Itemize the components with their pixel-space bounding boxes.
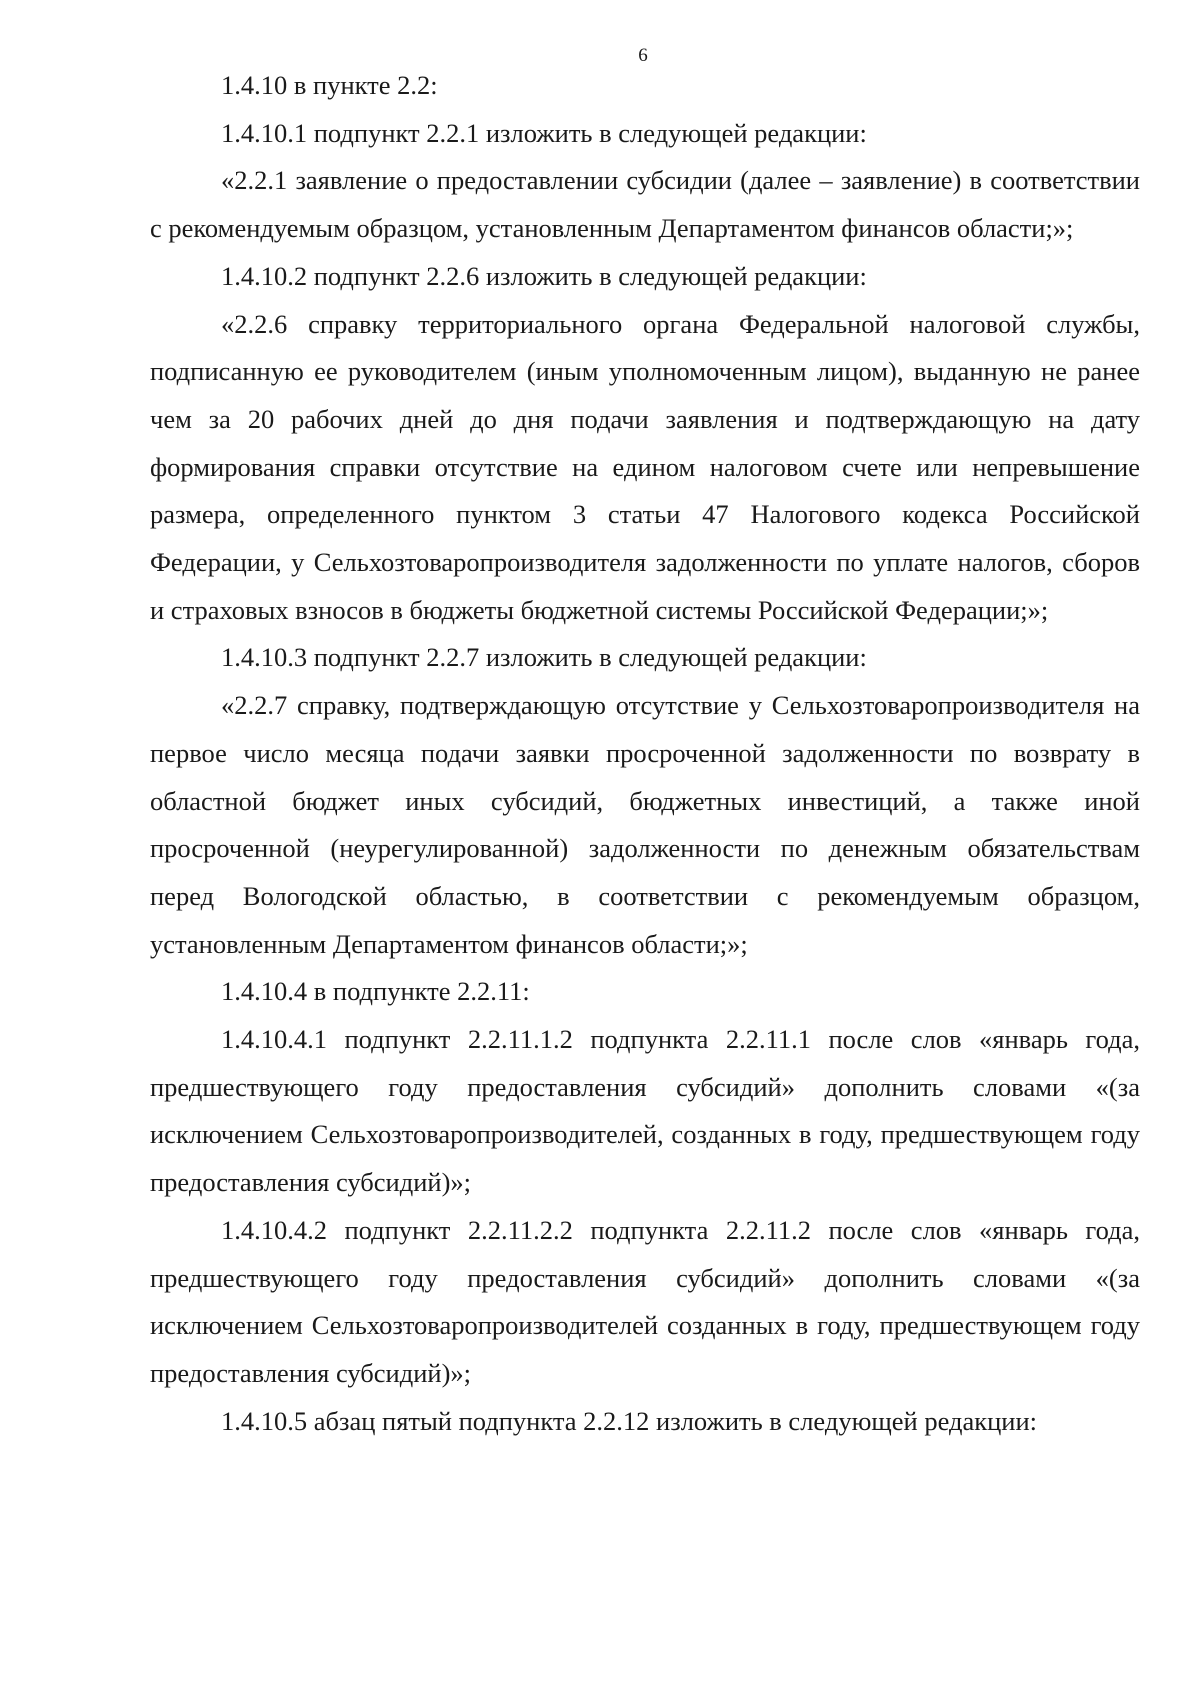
paragraph-1-4-10-2: 1.4.10.2 подпункт 2.2.6 изложить в следующей редакции: <box>221 260 867 291</box>
page-number: 6 <box>638 45 648 66</box>
paragraph-2-2-6-text: «2.2.6 справку территориального органа Федеральной налоговой службы, подписанную ее руководителем (иным уполномоченным лицом), выданную не ранее чем за 20 рабочих дней до дня подачи заявления и подтверждающую на дату формирования справки отсутствие на едином налоговом счете или непревышение размера, определенного пунктом 3 статьи 47 Налогового кодекса Российской Федерации, у Сельхозтоваропроизводителя задолженности по уплате налогов, сборов и страховых взносов в бюджеты бюджетной системы Российской Федерации;»; <box>150 308 1140 625</box>
paragraph-2-2-7-text: «2.2.7 справку, подтверждающую отсутствие у Сельхозтоваропроизводителя на первое число месяца подачи заявки просроченной задолженности по возврату в областной бюджет иных субсидий, бюджетных инвестиций, а также иной просроченной (неурегулированной) задолженности по денежным обязательствам перед Вологодской областью, в соответствии с рекомендуемым образцом, установленным Департаментом финансов области;»; <box>150 690 1140 959</box>
paragraph-1-4-10-3: 1.4.10.3 подпункт 2.2.7 изложить в следующей редакции: <box>221 642 867 673</box>
paragraph-1-4-10-4-1: 1.4.10.4.1 подпункт 2.2.11.1.2 подпункта 2.2.11.1 после слов «январь года, предшествующего году предоставления субсидий» дополнить словами «(за исключением Сельхозтоваропроизводителей, созданных в году, предшествующем году предоставления субсидий)»; <box>150 1024 1140 1198</box>
paragraph-1-4-10-4-2: 1.4.10.4.2 подпункт 2.2.11.2.2 подпункта 2.2.11.2 после слов «январь года, предшествующего году предоставления субсидий» дополнить словами «(за исключением Сельхозтоваропроизводителей созданных в году, предшествующем году предоставления субсидий)»; <box>150 1214 1140 1388</box>
paragraph-1-4-10-5: 1.4.10.5 абзац пятый подпункта 2.2.12 изложить в следующей редакции: <box>221 1405 1038 1436</box>
paragraph-1-4-10: 1.4.10 в пункте 2.2: <box>221 70 438 100</box>
document-body <box>150 62 1140 1445</box>
paragraph-2-2-1-text: «2.2.1 заявление о предоставлении субсидии (далее – заявление) в соответствии с рекомендуемым образцом, установленным Департаментом финансов области;»; <box>150 165 1140 244</box>
paragraph-1-4-10-1: 1.4.10.1 подпункт 2.2.1 изложить в следующей редакции: <box>221 117 867 148</box>
paragraph-1-4-10-4: 1.4.10.4 в подпункте 2.2.11: <box>221 976 530 1007</box>
